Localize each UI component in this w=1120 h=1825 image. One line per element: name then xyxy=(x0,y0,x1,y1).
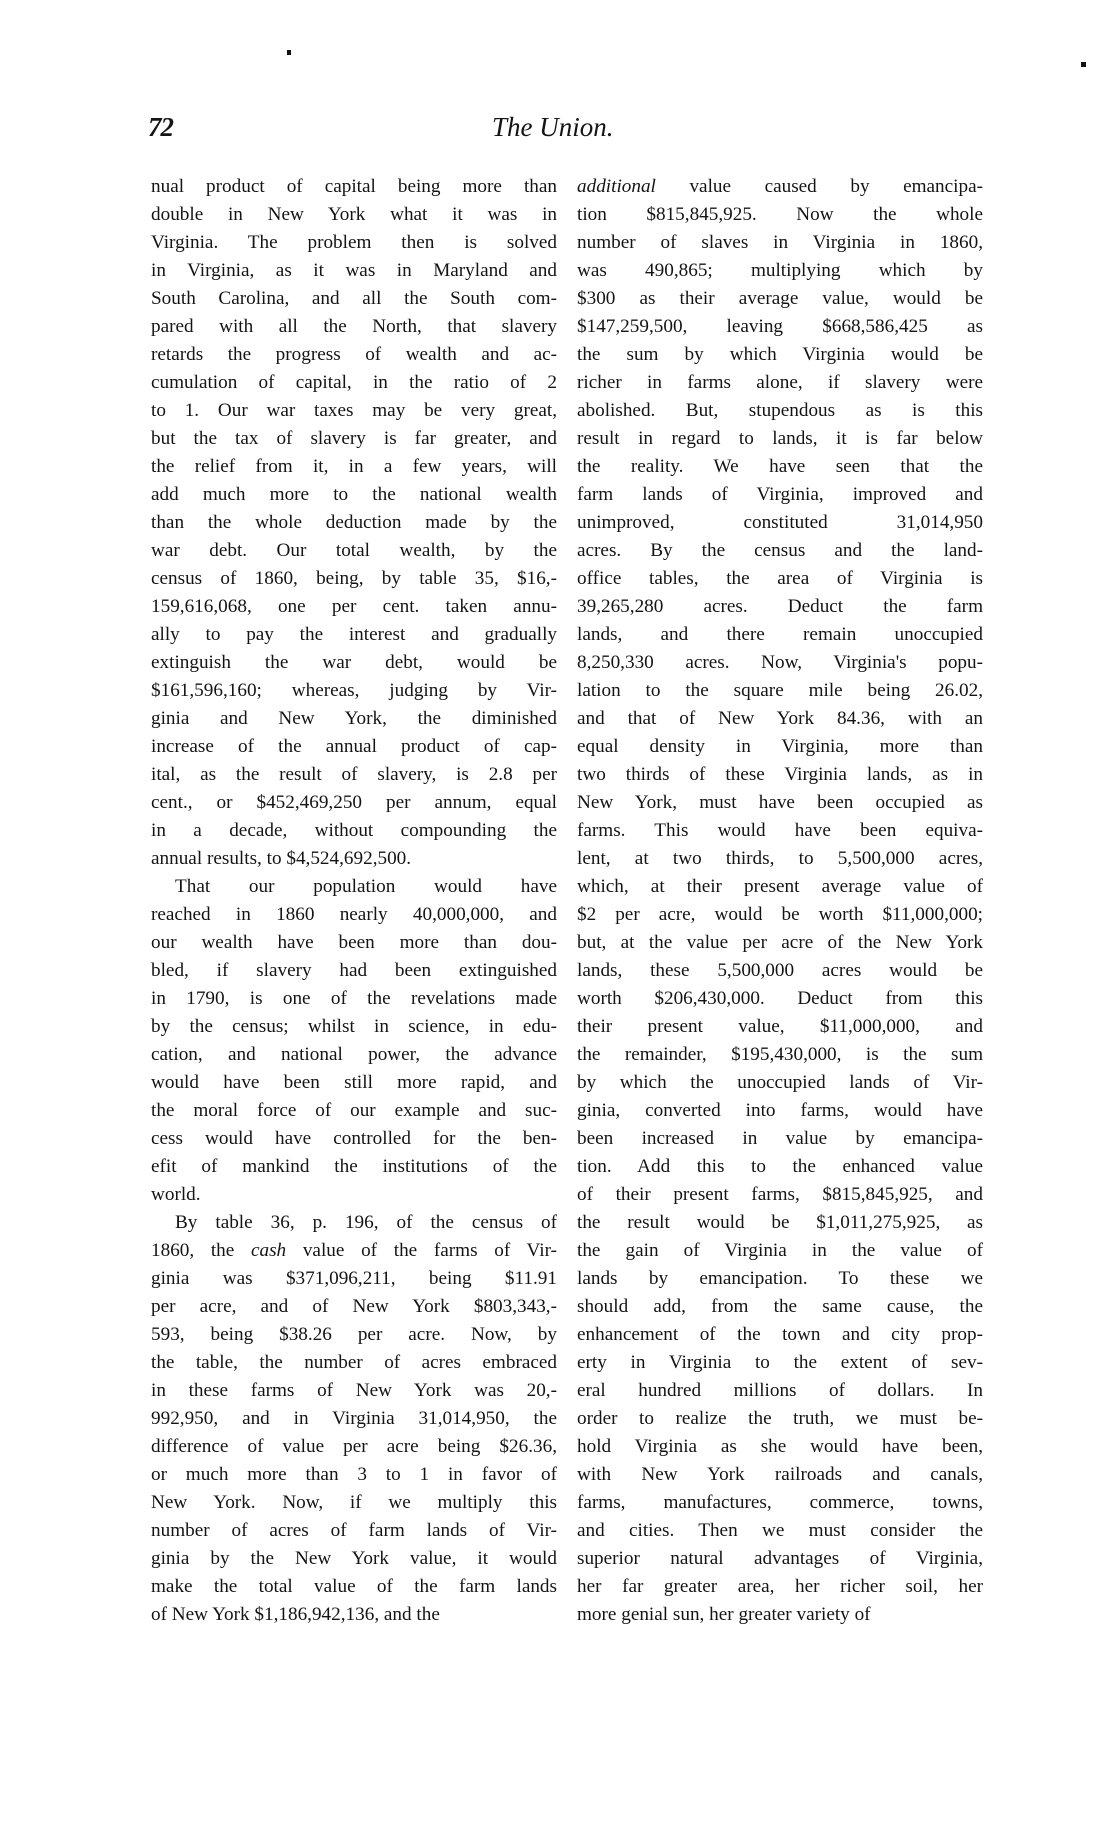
text-line: farms. This would have been equiva- xyxy=(577,820,983,841)
text-line: lands by emancipation. To these we xyxy=(577,1268,983,1289)
text-line: census of 1860, being, by table 35, $16,- xyxy=(151,568,557,589)
text-line: in 1790, is one of the revelations made xyxy=(151,988,557,1009)
text-line: $147,259,500, leaving $668,586,425 as xyxy=(577,316,983,337)
text-line: war debt. Our total wealth, by the xyxy=(151,540,557,561)
text-line: two thirds of these Virginia lands, as in xyxy=(577,764,983,785)
text-line: New York. Now, if we multiply this xyxy=(151,1492,557,1513)
text-line: in a decade, without compounding the xyxy=(151,820,557,841)
text-line: South Carolina, and all the South com- xyxy=(151,288,557,309)
running-title: The Union. xyxy=(492,112,614,142)
text-line: increase of the annual product of cap- xyxy=(151,736,557,757)
text-line: 1860, the cash value of the farms of Vir- xyxy=(151,1240,557,1261)
text-line: 8,250,330 acres. Now, Virginia's popu- xyxy=(577,652,983,673)
paragraph xyxy=(151,173,557,873)
text-line: 159,616,068, one per cent. taken annu- xyxy=(151,596,557,617)
text-line: efit of mankind the institutions of the xyxy=(151,1156,557,1177)
text-line: lands, and there remain unoccupied xyxy=(577,624,983,645)
paragraph xyxy=(577,173,983,1629)
text-line: office tables, the area of Virginia is xyxy=(577,568,983,589)
text-line: number of slaves in Virginia in 1860, xyxy=(577,232,983,253)
text-line: cess would have controlled for the ben- xyxy=(151,1128,557,1149)
left-column xyxy=(151,173,557,1629)
text-line: add much more to the national wealth xyxy=(151,484,557,505)
text-line: lation to the square mile being 26.02, xyxy=(577,680,983,701)
text-line: would have been still more rapid, and xyxy=(151,1072,557,1093)
text-line: their present value, $11,000,000, and xyxy=(577,1016,983,1037)
text-line: her far greater area, her richer soil, her xyxy=(577,1576,983,1597)
italic-emphasis: cash xyxy=(250,1240,287,1261)
text-line: $2 per acre, would be worth $11,000,000; xyxy=(577,904,983,925)
text-line: the table, the number of acres embraced xyxy=(151,1352,557,1373)
text-line: world. xyxy=(151,1184,201,1205)
text-line: reached in 1860 nearly 40,000,000, and xyxy=(151,904,557,925)
text-line: the remainder, $195,430,000, is the sum xyxy=(577,1044,983,1065)
text-line: pared with all the North, that slavery xyxy=(151,316,557,337)
text-line: to 1. Our war taxes may be very great, xyxy=(151,400,557,421)
text-line: our wealth have been more than dou- xyxy=(151,932,557,953)
text-line: been increased in value by emancipa- xyxy=(577,1128,983,1149)
text-line: than the whole deduction made by the xyxy=(151,512,557,533)
text-line: ginia, converted into farms, would have xyxy=(577,1100,983,1121)
text-line: extinguish the war debt, would be xyxy=(151,652,557,673)
text-line: difference of value per acre being $26.36, xyxy=(151,1436,557,1457)
text-line: make the total value of the farm lands xyxy=(151,1576,557,1597)
right-column xyxy=(577,173,983,1629)
text-line: the sum by which Virginia would be xyxy=(577,344,983,365)
text-line: retards the progress of wealth and ac- xyxy=(151,344,557,365)
text-line: by the census; whilst in science, in edu- xyxy=(151,1016,557,1037)
text-line: was 490,865; multiplying which by xyxy=(577,260,983,281)
scan-speck xyxy=(1081,62,1086,67)
text-line: and that of New York 84.36, with an xyxy=(577,708,983,729)
text-line: hold Virginia as she would have been, xyxy=(577,1436,983,1457)
text-line: $300 as their average value, would be xyxy=(577,288,983,309)
text-line: result in regard to lands, it is far below xyxy=(577,428,983,449)
text-line: additional value caused by emancipa- xyxy=(577,176,983,197)
text-line: annual results, to $4,524,692,500. xyxy=(151,848,412,869)
paragraph xyxy=(151,873,557,1209)
text-line: and cities. Then we must consider the xyxy=(577,1520,983,1541)
text-line: the reality. We have seen that the xyxy=(577,456,983,477)
text-line: of New York $1,186,942,136, and the xyxy=(151,1604,440,1625)
text-line: or much more than 3 to 1 in favor of xyxy=(151,1464,557,1485)
text-line: cumulation of capital, in the ratio of 2 xyxy=(151,372,557,393)
text-line: of their present farms, $815,845,925, and xyxy=(577,1184,983,1205)
page-number: 72 xyxy=(148,112,173,142)
text-line: should add, from the same cause, the xyxy=(577,1296,983,1317)
text-line: the gain of Virginia in the value of xyxy=(577,1240,983,1261)
text-line: tion. Add this to the enhanced value xyxy=(577,1156,983,1177)
text-line: the moral force of our example and suc- xyxy=(151,1100,557,1121)
text-line: 992,950, and in Virginia 31,014,950, the xyxy=(151,1408,557,1429)
text-line: number of acres of farm lands of Vir- xyxy=(151,1520,557,1541)
italic-emphasis: additional xyxy=(577,176,656,197)
text-line: with New York railroads and canals, xyxy=(577,1464,983,1485)
text-line: by which the unoccupied lands of Vir- xyxy=(577,1072,983,1093)
text-line: in these farms of New York was 20,- xyxy=(151,1380,557,1401)
text-line: cation, and national power, the advance xyxy=(151,1044,557,1065)
text-line: superior natural advantages of Virginia, xyxy=(577,1548,983,1569)
text-line: double in New York what it was in xyxy=(151,204,557,225)
text-line: ally to pay the interest and gradually xyxy=(151,624,557,645)
text-line: order to realize the truth, we must be- xyxy=(577,1408,983,1429)
text-line: but the tax of slavery is far greater, and xyxy=(151,428,557,449)
text-line: but, at the value per acre of the New York xyxy=(577,932,983,953)
text-line: which, at their present average value of xyxy=(577,876,983,897)
text-line: worth $206,430,000. Deduct from this xyxy=(577,988,983,1009)
text-line: eral hundred millions of dollars. In xyxy=(577,1380,983,1401)
text-line: in Virginia, as it was in Maryland and xyxy=(151,260,557,281)
text-line: farm lands of Virginia, improved and xyxy=(577,484,983,505)
text-line: lands, these 5,500,000 acres would be xyxy=(577,960,983,981)
text-line: ginia was $371,096,211, being $11.91 xyxy=(151,1268,557,1289)
text-line: farms, manufactures, commerce, towns, xyxy=(577,1492,983,1513)
text-line: lent, at two thirds, to 5,500,000 acres, xyxy=(577,848,983,869)
text-line: By table 36, p. 196, of the census of xyxy=(175,1212,557,1233)
text-line: richer in farms alone, if slavery were xyxy=(577,372,983,393)
text-line: cent., or $452,469,250 per annum, equal xyxy=(151,792,557,813)
text-line: ital, as the result of slavery, is 2.8 per xyxy=(151,764,557,785)
text-line: 39,265,280 acres. Deduct the farm xyxy=(577,596,983,617)
text-line: ginia and New York, the diminished xyxy=(151,708,557,729)
text-line: abolished. But, stupendous as is this xyxy=(577,400,983,421)
text-line: more genial sun, her greater variety of xyxy=(577,1604,871,1625)
text-line: ginia by the New York value, it would xyxy=(151,1548,557,1569)
text-line: erty in Virginia to the extent of sev- xyxy=(577,1352,983,1373)
text-line: acres. By the census and the land- xyxy=(577,540,983,561)
text-line: equal density in Virginia, more than xyxy=(577,736,983,757)
text-line: $161,596,160; whereas, judging by Vir- xyxy=(151,680,557,701)
text-line: nual product of capital being more than xyxy=(151,176,557,197)
paragraph xyxy=(151,1209,557,1629)
text-line: Virginia. The problem then is solved xyxy=(151,232,557,253)
scan-speck xyxy=(287,50,291,55)
text-line: unimproved, constituted 31,014,950 xyxy=(577,512,983,533)
text-line: per acre, and of New York $803,343,- xyxy=(151,1296,557,1317)
text-line: New York, must have been occupied as xyxy=(577,792,983,813)
text-line: bled, if slavery had been extinguished xyxy=(151,960,557,981)
text-line: enhancement of the town and city prop- xyxy=(577,1324,983,1345)
text-line: 593, being $38.26 per acre. Now, by xyxy=(151,1324,557,1345)
text-line: the result would be $1,011,275,925, as xyxy=(577,1212,983,1233)
text-line: tion $815,845,925. Now the whole xyxy=(577,204,983,225)
text-line: That our population would have xyxy=(175,876,557,897)
text-line: the relief from it, in a few years, will xyxy=(151,456,557,477)
page-header xyxy=(148,112,984,152)
